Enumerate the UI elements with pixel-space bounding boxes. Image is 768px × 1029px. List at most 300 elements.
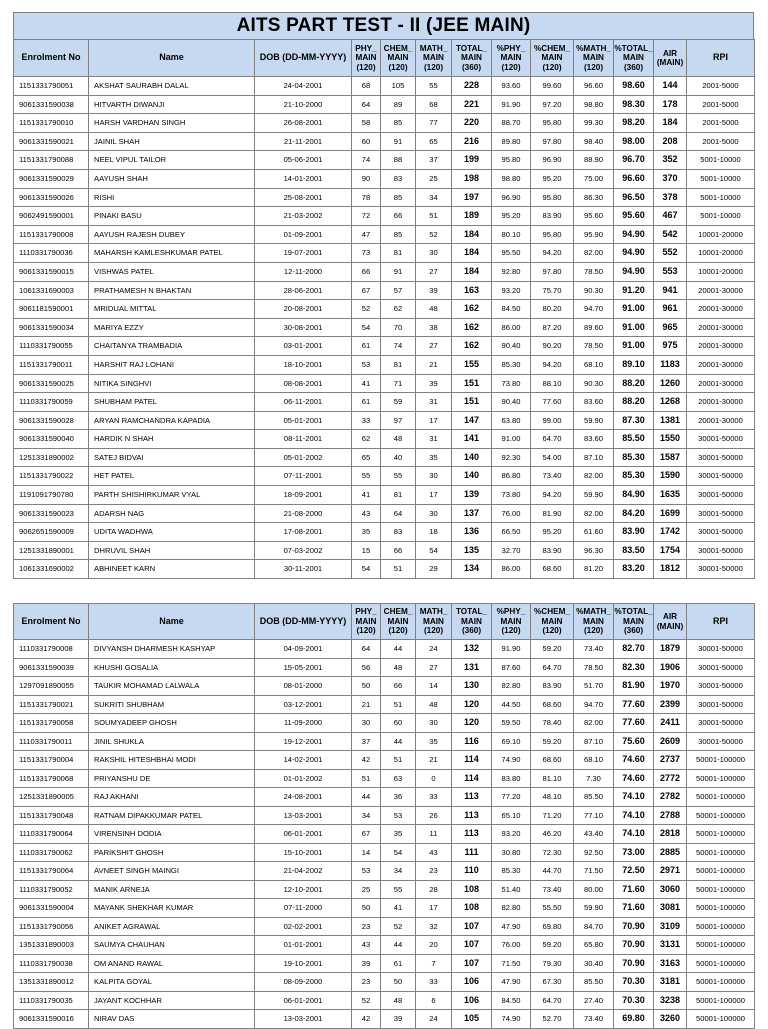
cell-pct-chem-main: 59.20	[531, 640, 574, 659]
cell-pct-phy-main: 89.80	[492, 132, 531, 151]
cell-phy-main: 73	[352, 244, 381, 263]
cell-rpi: 5001-10000	[687, 151, 755, 170]
cell-rpi: 10001-20000	[687, 262, 755, 281]
table-row	[14, 541, 755, 560]
cell-name: PARIKSHIT GHOSH	[89, 843, 255, 862]
header-text: MAIN	[461, 616, 482, 626]
cell-total-main: 155	[452, 355, 492, 374]
cell-dob: 13-03-2001	[255, 1010, 352, 1029]
header-text: %MATH_	[576, 43, 611, 53]
cell-pct-math-main: 96.60	[574, 77, 614, 96]
cell-air-main: 467	[654, 207, 687, 226]
cell-total-main: 162	[452, 337, 492, 356]
table-row	[14, 448, 755, 467]
cell-dob: 12-11-2000	[255, 262, 352, 281]
cell-phy-main: 43	[352, 936, 381, 955]
cell-chem-main: 61	[381, 954, 416, 973]
cell-air-main: 2885	[654, 843, 687, 862]
cell-math-main: 35	[416, 448, 452, 467]
cell-pct-total-main: 94.90	[614, 262, 654, 281]
cell-phy-main: 41	[352, 486, 381, 505]
col-header-math-main	[416, 604, 452, 640]
cell-phy-main: 50	[352, 677, 381, 696]
cell-pct-chem-main: 64.70	[531, 991, 574, 1010]
cell-pct-math-main: 99.30	[574, 114, 614, 133]
cell-pct-total-main: 88.20	[614, 393, 654, 412]
header-text: MAIN	[623, 616, 644, 626]
cell-pct-chem-main: 83.90	[531, 541, 574, 560]
cell-rpi: 30001-50000	[687, 504, 755, 523]
cell-math-main: 30	[416, 714, 452, 733]
cell-math-main: 31	[416, 430, 452, 449]
cell-pct-chem-main: 69.80	[531, 917, 574, 936]
cell-phy-main: 37	[352, 732, 381, 751]
cell-total-main: 116	[452, 732, 492, 751]
cell-chem-main: 64	[381, 504, 416, 523]
cell-chem-main: 51	[381, 751, 416, 770]
cell-pct-total-main: 81.90	[614, 677, 654, 696]
cell-rpi: 50001-100000	[687, 862, 755, 881]
cell-rpi: 2001-5000	[687, 114, 755, 133]
cell-total-main: 184	[452, 262, 492, 281]
table-row	[14, 973, 755, 992]
cell-dob: 06-01-2001	[255, 991, 352, 1010]
cell-chem-main: 85	[381, 188, 416, 207]
cell-phy-main: 68	[352, 77, 381, 96]
cell-total-main: 220	[452, 114, 492, 133]
cell-rpi: 50001-100000	[687, 806, 755, 825]
cell-pct-total-main: 98.60	[614, 77, 654, 96]
cell-phy-main: 65	[352, 448, 381, 467]
table-row	[14, 751, 755, 770]
cell-pct-phy-main: 76.00	[492, 504, 531, 523]
cell-rpi: 30001-50000	[687, 467, 755, 486]
cell-enrolment-no: 1151331790068	[14, 769, 89, 788]
cell-pct-total-main: 74.10	[614, 788, 654, 807]
cell-dob: 21-03-2002	[255, 207, 352, 226]
cell-air-main: 1812	[654, 560, 687, 579]
cell-pct-math-main: 94.70	[574, 695, 614, 714]
cell-total-main: 114	[452, 751, 492, 770]
table-row	[14, 225, 755, 244]
cell-name: AKSHAT SAURABH DALAL	[89, 77, 255, 96]
cell-pct-chem-main: 59.20	[531, 732, 574, 751]
cell-total-main: 189	[452, 207, 492, 226]
table-row	[14, 188, 755, 207]
cell-rpi: 50001-100000	[687, 991, 755, 1010]
cell-pct-math-main: 59.90	[574, 899, 614, 918]
cell-pct-total-main: 91.00	[614, 337, 654, 356]
cell-name: AVNEET SINGH MAINGI	[89, 862, 255, 881]
cell-pct-chem-main: 59.20	[531, 936, 574, 955]
cell-pct-total-main: 82.70	[614, 640, 654, 659]
cell-pct-math-main: 90.30	[574, 281, 614, 300]
cell-chem-main: 66	[381, 207, 416, 226]
cell-phy-main: 54	[352, 560, 381, 579]
cell-name: SUKRITI SHUBHAM	[89, 695, 255, 714]
cell-pct-chem-main: 64.70	[531, 430, 574, 449]
cell-pct-chem-main: 87.20	[531, 318, 574, 337]
cell-name: RAJ AKHANI	[89, 788, 255, 807]
cell-pct-phy-main: 30.80	[492, 843, 531, 862]
cell-math-main: 37	[416, 151, 452, 170]
cell-name: HARDIK N SHAH	[89, 430, 255, 449]
cell-dob: 25-08-2001	[255, 188, 352, 207]
cell-rpi: 50001-100000	[687, 899, 755, 918]
cell-pct-math-main: 59.90	[574, 486, 614, 505]
cell-phy-main: 52	[352, 300, 381, 319]
table-row	[14, 467, 755, 486]
cell-pct-phy-main: 98.80	[492, 169, 531, 188]
cell-rpi: 50001-100000	[687, 769, 755, 788]
cell-dob: 06-11-2001	[255, 393, 352, 412]
cell-math-main: 32	[416, 917, 452, 936]
cell-name: AAYUSH SHAH	[89, 169, 255, 188]
cell-pct-chem-main: 83.90	[531, 207, 574, 226]
header-text: (120)	[356, 62, 376, 72]
cell-math-main: 14	[416, 677, 452, 696]
cell-pct-chem-main: 95.20	[531, 523, 574, 542]
header-text: (MAIN)	[656, 621, 684, 631]
cell-math-main: 33	[416, 973, 452, 992]
cell-chem-main: 81	[381, 486, 416, 505]
cell-pct-phy-main: 73.80	[492, 486, 531, 505]
cell-enrolment-no: 1151331790004	[14, 751, 89, 770]
table-row	[14, 899, 755, 918]
cell-rpi: 50001-100000	[687, 880, 755, 899]
cell-pct-math-main: 82.00	[574, 714, 614, 733]
cell-phy-main: 23	[352, 917, 381, 936]
cell-air-main: 1268	[654, 393, 687, 412]
cell-air-main: 3109	[654, 917, 687, 936]
cell-name: JAINIL SHAH	[89, 132, 255, 151]
cell-phy-main: 44	[352, 788, 381, 807]
header-text: MAIN	[355, 616, 377, 626]
cell-pct-total-main: 95.60	[614, 207, 654, 226]
cell-name: NEEL VIPUL TAILOR	[89, 151, 255, 170]
header-text: %PHY_	[496, 607, 526, 617]
cell-pct-phy-main: 59.50	[492, 714, 531, 733]
cell-pct-chem-main: 95.80	[531, 114, 574, 133]
cell-chem-main: 48	[381, 430, 416, 449]
cell-phy-main: 53	[352, 862, 381, 881]
cell-math-main: 77	[416, 114, 452, 133]
cell-math-main: 39	[416, 374, 452, 393]
cell-enrolment-no: 1151331790056	[14, 917, 89, 936]
cell-pct-total-main: 94.90	[614, 244, 654, 263]
cell-enrolment-no: 9061331590023	[14, 504, 89, 523]
cell-enrolment-no: 9061331590025	[14, 374, 89, 393]
col-header-dob	[255, 604, 352, 640]
cell-air-main: 2399	[654, 695, 687, 714]
cell-math-main: 11	[416, 825, 452, 844]
cell-pct-total-main: 71.60	[614, 899, 654, 918]
cell-name: DHRUVIL SHAH	[89, 541, 255, 560]
cell-air-main: 144	[654, 77, 687, 96]
cell-pct-chem-main: 73.40	[531, 467, 574, 486]
cell-dob: 18-09-2001	[255, 486, 352, 505]
cell-total-main: 113	[452, 788, 492, 807]
cell-pct-phy-main: 51.40	[492, 880, 531, 899]
cell-pct-phy-main: 93.20	[492, 825, 531, 844]
cell-chem-main: 105	[381, 77, 416, 96]
cell-pct-math-main: 89.60	[574, 318, 614, 337]
cell-chem-main: 66	[381, 541, 416, 560]
cell-pct-total-main: 83.20	[614, 560, 654, 579]
cell-pct-chem-main: 78.40	[531, 714, 574, 733]
cell-air-main: 542	[654, 225, 687, 244]
cell-pct-chem-main: 90.20	[531, 337, 574, 356]
cell-pct-chem-main: 88.10	[531, 374, 574, 393]
header-text: MAIN	[541, 616, 563, 626]
cell-air-main: 1742	[654, 523, 687, 542]
cell-enrolment-no: 1151331790021	[14, 695, 89, 714]
header-text: RPI	[712, 615, 728, 626]
cell-name: SHUBHAM PATEL	[89, 393, 255, 412]
cell-total-main: 163	[452, 281, 492, 300]
cell-pct-chem-main: 55.50	[531, 899, 574, 918]
cell-math-main: 7	[416, 954, 452, 973]
cell-pct-math-main: 85.50	[574, 973, 614, 992]
header-text: CHEM_	[383, 607, 413, 617]
cell-phy-main: 58	[352, 114, 381, 133]
col-header-chem-main	[381, 604, 416, 640]
result-sheet-2	[13, 603, 754, 1029]
header-text: Enrolment No	[21, 615, 81, 626]
cell-dob: 08-09-2000	[255, 973, 352, 992]
header-text: MAIN	[623, 53, 644, 63]
cell-pct-chem-main: 71.20	[531, 806, 574, 825]
header-text: DOB (DD-MM-YYYY)	[259, 52, 347, 63]
header-text: (120)	[583, 626, 604, 636]
cell-pct-chem-main: 94.20	[531, 355, 574, 374]
cell-phy-main: 72	[352, 207, 381, 226]
cell-chem-main: 62	[381, 300, 416, 319]
cell-dob: 08-01-2000	[255, 677, 352, 696]
cell-pct-total-main: 96.70	[614, 151, 654, 170]
cell-air-main: 965	[654, 318, 687, 337]
cell-chem-main: 52	[381, 917, 416, 936]
cell-name: CHAITANYA TRAMBADIA	[89, 337, 255, 356]
cell-dob: 30-08-2001	[255, 318, 352, 337]
header-text: MAIN	[423, 616, 444, 626]
cell-pct-chem-main: 46.20	[531, 825, 574, 844]
header-text: (120)	[542, 626, 562, 636]
header-text: (120)	[388, 626, 408, 636]
cell-air-main: 370	[654, 169, 687, 188]
cell-pct-total-main: 85.30	[614, 448, 654, 467]
cell-name: HARSH VARDHAN SINGH	[89, 114, 255, 133]
header-text: (360)	[461, 626, 482, 636]
cell-pct-total-main: 85.50	[614, 430, 654, 449]
table-row	[14, 114, 755, 133]
cell-math-main: 27	[416, 337, 452, 356]
cell-pct-phy-main: 92.80	[492, 262, 531, 281]
cell-air-main: 975	[654, 337, 687, 356]
cell-pct-total-main: 94.90	[614, 225, 654, 244]
cell-pct-total-main: 96.60	[614, 169, 654, 188]
table-header-row	[14, 40, 755, 77]
cell-phy-main: 55	[352, 467, 381, 486]
header-text: AIR	[662, 612, 678, 621]
cell-enrolment-no: 1251331890001	[14, 541, 89, 560]
cell-rpi: 20001-30000	[687, 355, 755, 374]
cell-air-main: 2411	[654, 714, 687, 733]
cell-math-main: 23	[416, 862, 452, 881]
col-header-air-main	[654, 604, 687, 640]
cell-pct-chem-main: 72.30	[531, 843, 574, 862]
cell-name: SATEJ BIDVAI	[89, 448, 255, 467]
cell-dob: 04-09-2001	[255, 640, 352, 659]
cell-pct-phy-main: 76.00	[492, 936, 531, 955]
cell-phy-main: 39	[352, 954, 381, 973]
cell-math-main: 51	[416, 207, 452, 226]
cell-phy-main: 34	[352, 806, 381, 825]
cell-enrolment-no: 1110331790064	[14, 825, 89, 844]
cell-pct-total-main: 74.60	[614, 769, 654, 788]
cell-math-main: 17	[416, 899, 452, 918]
cell-air-main: 1260	[654, 374, 687, 393]
cell-enrolment-no: 1151331790022	[14, 467, 89, 486]
cell-pct-chem-main: 99.60	[531, 77, 574, 96]
cell-chem-main: 39	[381, 1010, 416, 1029]
cell-air-main: 184	[654, 114, 687, 133]
cell-pct-total-main: 84.20	[614, 504, 654, 523]
cell-name: HET PATEL	[89, 467, 255, 486]
cell-rpi: 50001-100000	[687, 936, 755, 955]
cell-total-main: 107	[452, 936, 492, 955]
cell-pct-math-main: 85.50	[574, 788, 614, 807]
cell-pct-chem-main: 44.70	[531, 862, 574, 881]
cell-rpi: 30001-50000	[687, 541, 755, 560]
cell-air-main: 1381	[654, 411, 687, 430]
cell-air-main: 1906	[654, 658, 687, 677]
cell-dob: 03-01-2001	[255, 337, 352, 356]
cell-pct-math-main: 95.90	[574, 225, 614, 244]
cell-total-main: 216	[452, 132, 492, 151]
cell-pct-total-main: 91.20	[614, 281, 654, 300]
cell-dob: 19-10-2001	[255, 954, 352, 973]
header-text: %CHEM_	[534, 607, 570, 617]
cell-air-main: 2782	[654, 788, 687, 807]
cell-pct-total-main: 70.30	[614, 973, 654, 992]
header-text: Enrolment No	[21, 52, 81, 63]
cell-total-main: 151	[452, 393, 492, 412]
cell-math-main: 24	[416, 1010, 452, 1029]
cell-total-main: 141	[452, 430, 492, 449]
cell-air-main: 961	[654, 300, 687, 319]
cell-pct-total-main: 70.90	[614, 917, 654, 936]
cell-pct-total-main: 70.30	[614, 991, 654, 1010]
cell-total-main: 199	[452, 151, 492, 170]
cell-phy-main: 74	[352, 151, 381, 170]
cell-name: HARSHIT RAJ LOHANI	[89, 355, 255, 374]
cell-chem-main: 81	[381, 355, 416, 374]
table-row	[14, 991, 755, 1010]
cell-math-main: 34	[416, 188, 452, 207]
cell-pct-math-main: 75.00	[574, 169, 614, 188]
cell-pct-total-main: 96.50	[614, 188, 654, 207]
cell-rpi: 50001-100000	[687, 825, 755, 844]
cell-dob: 02-02-2001	[255, 917, 352, 936]
cell-math-main: 18	[416, 523, 452, 542]
cell-rpi: 30001-50000	[687, 677, 755, 696]
table-row	[14, 677, 755, 696]
cell-math-main: 38	[416, 318, 452, 337]
table-row	[14, 714, 755, 733]
cell-pct-math-main: 71.50	[574, 862, 614, 881]
cell-pct-total-main: 98.20	[614, 114, 654, 133]
table-row	[14, 169, 755, 188]
col-header-pct-chem-main	[531, 604, 574, 640]
cell-pct-phy-main: 82.80	[492, 899, 531, 918]
cell-air-main: 352	[654, 151, 687, 170]
cell-enrolment-no: 1297091890055	[14, 677, 89, 696]
table-row	[14, 1010, 755, 1029]
table-row	[14, 825, 755, 844]
cell-name: ABHINEET KARN	[89, 560, 255, 579]
cell-pct-total-main: 74.10	[614, 825, 654, 844]
cell-rpi: 10001-20000	[687, 225, 755, 244]
table-row	[14, 769, 755, 788]
cell-total-main: 105	[452, 1010, 492, 1029]
cell-rpi: 30001-50000	[687, 640, 755, 659]
table-row	[14, 788, 755, 807]
report-title: AITS PART TEST - II (JEE MAIN)	[13, 12, 754, 39]
cell-dob: 15-10-2001	[255, 843, 352, 862]
cell-dob: 11-09-2000	[255, 714, 352, 733]
cell-math-main: 35	[416, 732, 452, 751]
cell-pct-total-main: 91.00	[614, 318, 654, 337]
cell-pct-total-main: 98.00	[614, 132, 654, 151]
cell-phy-main: 66	[352, 262, 381, 281]
cell-total-main: 162	[452, 300, 492, 319]
cell-chem-main: 74	[381, 337, 416, 356]
cell-pct-math-main: 30.40	[574, 954, 614, 973]
cell-chem-main: 54	[381, 843, 416, 862]
cell-pct-chem-main: 83.90	[531, 677, 574, 696]
cell-rpi: 30001-50000	[687, 732, 755, 751]
cell-rpi: 30001-50000	[687, 658, 755, 677]
cell-rpi: 50001-100000	[687, 751, 755, 770]
cell-pct-chem-main: 64.70	[531, 658, 574, 677]
cell-rpi: 20001-30000	[687, 281, 755, 300]
table-row	[14, 207, 755, 226]
cell-pct-chem-main: 68.60	[531, 560, 574, 579]
cell-chem-main: 53	[381, 806, 416, 825]
cell-name: PRATHAMESH N BHAKTAN	[89, 281, 255, 300]
cell-pct-total-main: 85.30	[614, 467, 654, 486]
cell-pct-chem-main: 95.20	[531, 169, 574, 188]
col-header-pct-chem-main	[531, 40, 574, 77]
results-table-1	[13, 39, 755, 579]
header-text: (360)	[623, 62, 644, 72]
cell-math-main: 48	[416, 300, 452, 319]
cell-dob: 17-08-2001	[255, 523, 352, 542]
cell-pct-math-main: 7.30	[574, 769, 614, 788]
header-text: (120)	[388, 62, 408, 72]
cell-pct-chem-main: 97.80	[531, 262, 574, 281]
cell-enrolment-no: 1151331790051	[14, 77, 89, 96]
cell-chem-main: 63	[381, 769, 416, 788]
cell-pct-math-main: 78.50	[574, 337, 614, 356]
cell-total-main: 147	[452, 411, 492, 430]
cell-name: UDITA WADHWA	[89, 523, 255, 542]
cell-total-main: 184	[452, 244, 492, 263]
cell-enrolment-no: 1061331690003	[14, 281, 89, 300]
header-text: Name	[159, 52, 184, 63]
cell-pct-phy-main: 93.20	[492, 281, 531, 300]
